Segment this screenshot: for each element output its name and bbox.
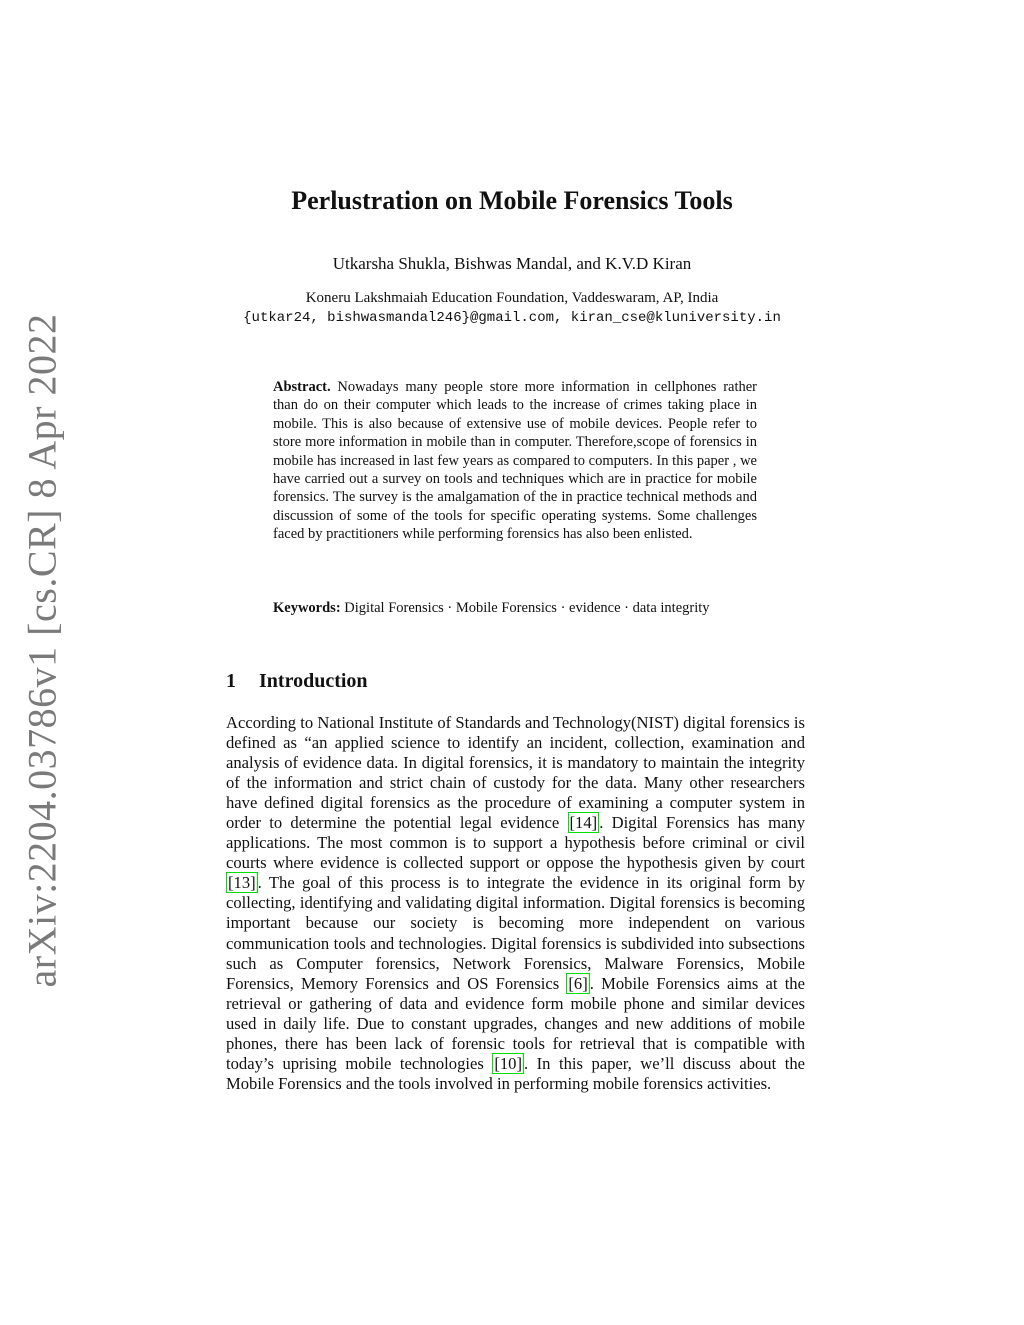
keywords-label: Keywords: — [273, 600, 341, 616]
section-title: Introduction — [259, 670, 368, 692]
keywords — [273, 599, 757, 617]
arxiv-identifier-stamp — [12, 312, 72, 988]
author-emails: {utkar24, bishwasmandal246}@gmail.com, kiran_cse@kluniversity.in — [243, 310, 781, 326]
intro-text-2: . Digital Forensics has many applications. The most common is to support a hypothesis before criminal or civil courts where evidence is collected support or oppose the hypothesis given by court — [226, 813, 805, 873]
citation-link[interactable]: [13] — [228, 873, 256, 893]
author-list: Utkarsha Shukla, Bishwas Mandal, and K.V.D Kiran — [332, 254, 692, 273]
arxiv-identifier-text: arXiv:2204.03786v1 [cs.CR] 8 Apr 2022 — [19, 312, 65, 988]
introduction-paragraph — [226, 713, 805, 1094]
keywords-text: Digital Forensics · Mobile Forensics · evidence · data integrity — [344, 600, 710, 616]
citation-link[interactable]: [14] — [569, 813, 598, 833]
citation-link[interactable]: [10] — [494, 1053, 522, 1073]
paper-title: Perlustration on Mobile Forensics Tools — [291, 186, 733, 215]
section-number: 1 — [226, 670, 236, 692]
abstract-label: Abstract. — [273, 379, 331, 395]
intro-text-1: According to National Institute of Standards and Technology(NIST) digital forensics is defined as “an applied science to identify an incident, collection, examination and analysis of evidence data. In digital forensics, it is mandatory to maintain the integrity of the information and strict chain of custody for the data. Many other researchers have defined digital forensics as the procedure of examining a computer system in order to determine the potential legal evidence — [226, 713, 805, 833]
abstract-text: Nowadays many people store more information in cellphones rather than do on their computer which leads to the increase of crimes taking place in mobile. This is also because of extensive use of mobile devices. People refer to store more information in mobile than in computer. Therefore,scope of forensics in mobile has increased in last few years as compared to computers. In this paper , we have carried out a survey on tools and techniques which are in practice for mobile forensics. The survey is the amalgamation of the in practice technical methods and discussion of some of the tools for specific operating systems. Some challenges faced by practitioners while performing forensics has also been enlisted. — [273, 379, 758, 543]
abstract — [273, 378, 757, 544]
intro-text-3: . The goal of this process is to integrate the evidence in its original form by collecting, identifying and validating digital information. Digital forensics is becoming important because our society is becoming more independent on various communication tools and technologies. Digital forensics is subdivided into subsections such as Computer forensics, Network Forensics, Malware Forensics, Mobile Forensics, Memory Forensics and OS Forensics — [226, 873, 805, 993]
citation-link[interactable]: [6] — [568, 973, 588, 993]
intro-text-4: . Mobile Forensics aims at the retrieval or gathering of data and evidence form mobile phone and similar devices used in daily life. Due to constant upgrades, changes and new additions of mobile phones, there has been lack of forensic tools for retrieval that is compatible with today’s uprising mobile technologies — [226, 973, 805, 1073]
affiliation: Koneru Lakshmaiah Education Foundation, Vaddeswaram, AP, India — [305, 290, 719, 306]
intro-text-5: . In this paper, we’ll discuss about the Mobile Forensics and the tools involved in performing mobile forensics activities. — [226, 1053, 805, 1093]
section-heading-introduction — [226, 670, 368, 693]
